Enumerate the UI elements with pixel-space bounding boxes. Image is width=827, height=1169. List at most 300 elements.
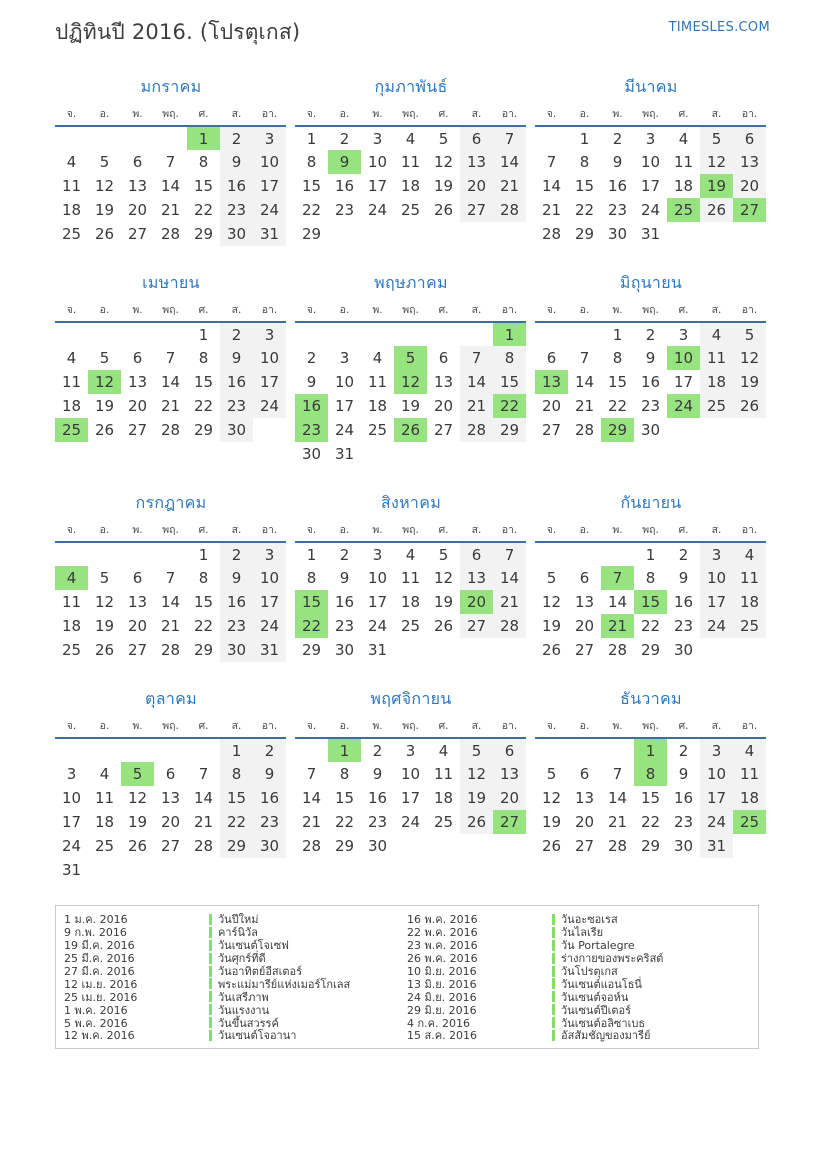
day-cell: 21 (574, 397, 595, 415)
day-cell: 19 (460, 786, 493, 810)
day-cell-empty (55, 322, 88, 346)
weekday-header: ศ. (438, 304, 449, 316)
day-cell: 29 (640, 641, 661, 659)
day-cell-empty (568, 322, 601, 346)
day-cell: 6 (132, 569, 143, 587)
day-cell: 24 (253, 198, 286, 222)
legend-name: วันเซนต์โจเซฟ (209, 936, 289, 954)
day-cell: 3 (405, 741, 416, 760)
day-cell: 24 (253, 394, 286, 418)
legend-date: 23 พ.ค. 2016 (407, 939, 478, 953)
month-table (55, 521, 286, 662)
day-cell: 18 (61, 617, 82, 635)
day-cell: 24 (334, 421, 355, 439)
day-cell: 31 (367, 641, 388, 659)
weekday-header: พ. (132, 524, 143, 536)
day-cell: 7 (493, 542, 526, 566)
day-cell: 26 (127, 837, 148, 855)
legend-date: 5 พ.ค. 2016 (64, 1016, 128, 1030)
day-cell-empty (361, 222, 394, 246)
day-cell: 13 (160, 789, 181, 807)
day-cell: 24 (367, 617, 388, 635)
day-cell: 7 (165, 153, 176, 171)
legend-date: 12 พ.ค. 2016 (64, 1029, 135, 1043)
day-cell: 15 (193, 593, 214, 611)
day-cell: 11 (61, 593, 82, 611)
weekday-header: อ. (99, 304, 110, 316)
day-cell: 1 (306, 545, 317, 564)
month-title: มิถุนายน (619, 273, 683, 292)
day-cell: 13 (493, 762, 526, 786)
day-cell: 15 (634, 590, 667, 614)
day-cell: 29 (193, 421, 214, 439)
day-cell: 13 (127, 593, 148, 611)
day-cell: 29 (301, 225, 322, 243)
weekday-header: ส. (231, 108, 242, 120)
day-cell: 23 (334, 201, 355, 219)
day-cell: 30 (673, 641, 694, 659)
day-cell-empty (493, 442, 526, 466)
day-cell: 25 (733, 810, 766, 834)
legend-name: วันเซนต์โจอานา (209, 1026, 296, 1044)
day-cell: 3 (66, 765, 77, 783)
day-cell: 22 (193, 201, 214, 219)
legend-name: คาร์นิวัล (209, 923, 258, 941)
day-cell: 11 (733, 762, 766, 786)
day-cell: 2 (253, 738, 286, 762)
day-cell: 20 (460, 174, 493, 198)
day-cell: 14 (160, 177, 181, 195)
day-cell: 15 (607, 373, 628, 391)
day-cell: 9 (328, 150, 361, 174)
legend-name: พระแม่มารีย์แห่งเมอร์โกเลส (209, 975, 350, 993)
day-cell: 15 (193, 373, 214, 391)
day-cell: 20 (460, 590, 493, 614)
day-cell-empty (361, 322, 394, 346)
month-block (55, 271, 287, 442)
day-cell: 8 (634, 762, 667, 786)
weekday-header: พฤ. (642, 304, 659, 316)
day-cell-empty (88, 542, 121, 566)
day-cell-empty (187, 738, 220, 762)
day-cell: 17 (400, 789, 421, 807)
day-cell-empty (121, 858, 154, 882)
day-cell: 2 (372, 741, 383, 760)
weekday-header: ส. (471, 524, 482, 536)
day-cell: 7 (198, 765, 209, 783)
day-cell: 16 (334, 593, 355, 611)
month-block (55, 687, 287, 882)
day-cell: 15 (640, 789, 661, 807)
day-cell: 14 (460, 370, 493, 394)
weekday-header: พ. (612, 108, 623, 120)
day-cell: 23 (334, 617, 355, 635)
day-cell: 12 (433, 569, 454, 587)
day-cell: 4 (55, 566, 88, 590)
legend-name: วันเสรีภาพ (209, 988, 269, 1006)
weekday-header: พ. (132, 108, 143, 120)
day-cell: 24 (667, 394, 700, 418)
day-cell: 8 (612, 349, 623, 367)
day-cell: 28 (493, 614, 526, 638)
legend-name: วันเซนต์แอนโธนี่ (552, 975, 642, 993)
day-cell-empty (601, 542, 634, 566)
day-cell: 10 (253, 566, 286, 590)
day-cell-empty (427, 222, 460, 246)
day-cell: 29 (574, 225, 595, 243)
holiday-marker (552, 1030, 555, 1041)
day-cell: 23 (673, 617, 694, 635)
day-cell: 21 (160, 617, 181, 635)
day-cell-empty (460, 638, 493, 662)
day-cell: 26 (733, 394, 766, 418)
day-cell-empty (394, 442, 427, 466)
day-cell: 3 (700, 542, 733, 566)
day-cell: 4 (733, 738, 766, 762)
day-cell: 12 (94, 593, 115, 611)
legend-name: วันอาทิตย์อีสเตอร์ (209, 962, 302, 980)
day-cell: 28 (193, 837, 214, 855)
legend-row (407, 1029, 750, 1042)
day-cell: 26 (94, 641, 115, 659)
day-cell: 27 (574, 641, 595, 659)
day-cell: 13 (574, 789, 595, 807)
day-cell: 10 (334, 373, 355, 391)
day-cell: 20 (127, 397, 148, 415)
day-cell: 27 (460, 198, 493, 222)
day-cell: 18 (367, 397, 388, 415)
day-cell: 16 (640, 373, 661, 391)
day-cell: 28 (460, 418, 493, 442)
legend-name: วันอะซอเรส (552, 910, 618, 928)
day-cell: 28 (160, 641, 181, 659)
day-cell: 11 (61, 177, 82, 195)
weekday-header: พ. (612, 524, 623, 536)
day-cell: 19 (541, 813, 562, 831)
weekday-header: จ. (306, 524, 317, 536)
weekday-header: จ. (546, 524, 557, 536)
day-cell: 7 (493, 126, 526, 150)
day-cell: 14 (301, 789, 322, 807)
holiday-legend (55, 905, 759, 1049)
day-cell: 30 (301, 445, 322, 463)
day-cell: 11 (61, 373, 82, 391)
day-cell: 29 (301, 641, 322, 659)
weekday-header: ศ. (438, 108, 449, 120)
day-cell: 4 (405, 129, 416, 148)
day-cell: 14 (607, 593, 628, 611)
weekday-header: อา. (261, 108, 278, 120)
day-cell-empty (700, 418, 733, 442)
day-cell: 18 (400, 593, 421, 611)
day-cell: 2 (220, 322, 253, 346)
month-table (295, 301, 526, 466)
weekday-header: ส. (711, 304, 722, 316)
day-cell: 25 (400, 201, 421, 219)
day-cell-empty (88, 126, 121, 150)
day-cell-empty (460, 834, 493, 858)
day-cell: 25 (55, 418, 88, 442)
day-cell: 1 (306, 129, 317, 148)
day-cell-empty (295, 738, 328, 762)
day-cell: 28 (574, 421, 595, 439)
day-cell-empty (88, 322, 121, 346)
day-cell-empty (121, 126, 154, 150)
legend-name: วันปีใหม่ (209, 910, 259, 928)
day-cell: 20 (574, 813, 595, 831)
day-cell: 14 (607, 789, 628, 807)
day-cell: 4 (66, 349, 77, 367)
day-cell-empty (667, 418, 700, 442)
legend-date: 29 มิ.ย. 2016 (407, 1003, 477, 1017)
day-cell: 10 (367, 569, 388, 587)
day-cell-empty (328, 322, 361, 346)
day-cell-empty (253, 418, 286, 442)
month-block (535, 75, 767, 246)
day-cell: 8 (339, 765, 350, 783)
day-cell: 28 (160, 225, 181, 243)
legend-date: 13 มิ.ย. 2016 (407, 977, 477, 991)
weekday-header: ส. (711, 524, 722, 536)
day-cell: 28 (493, 198, 526, 222)
month-block (55, 491, 287, 662)
day-cell: 15 (295, 590, 328, 614)
day-cell: 22 (193, 617, 214, 635)
weekday-header: ศ. (198, 524, 209, 536)
day-cell: 25 (61, 225, 82, 243)
weekday-header: อ. (579, 720, 590, 732)
day-cell: 23 (367, 813, 388, 831)
page-title: ปฏิทินปี 2016. (โปรตุเกส) (55, 20, 301, 44)
day-cell-empty (121, 542, 154, 566)
day-cell: 9 (220, 566, 253, 590)
day-cell: 7 (579, 349, 590, 367)
day-cell: 26 (94, 421, 115, 439)
day-cell: 13 (127, 177, 148, 195)
day-cell: 27 (127, 225, 148, 243)
day-cell: 7 (460, 346, 493, 370)
day-cell: 11 (733, 566, 766, 590)
legend-date: 1 ม.ค. 2016 (64, 913, 128, 927)
day-cell: 3 (253, 542, 286, 566)
day-cell: 21 (460, 394, 493, 418)
weekday-header: ศ. (198, 720, 209, 732)
day-cell: 1 (198, 325, 209, 344)
day-cell: 9 (220, 346, 253, 370)
weekday-header: อา. (501, 524, 518, 536)
day-cell: 5 (99, 153, 110, 171)
weekday-header: อ. (579, 524, 590, 536)
legend-date: 26 พ.ค. 2016 (407, 952, 478, 966)
day-cell: 29 (334, 837, 355, 855)
day-cell: 2 (306, 349, 317, 367)
legend-date: 9 ก.พ. 2016 (64, 926, 127, 940)
day-cell: 22 (640, 617, 661, 635)
legend-date: 25 มี.ค. 2016 (64, 952, 135, 966)
day-cell: 6 (132, 153, 143, 171)
day-cell: 26 (433, 617, 454, 635)
day-cell: 25 (61, 641, 82, 659)
day-cell: 4 (700, 322, 733, 346)
day-cell: 13 (460, 150, 493, 174)
month-table (535, 521, 766, 662)
day-cell: 16 (220, 370, 253, 394)
day-cell: 10 (667, 346, 700, 370)
day-cell: 20 (127, 617, 148, 635)
day-cell: 1 (187, 126, 220, 150)
day-cell: 26 (541, 837, 562, 855)
day-cell: 18 (733, 786, 766, 810)
day-cell: 24 (700, 614, 733, 638)
day-cell: 18 (433, 789, 454, 807)
day-cell: 19 (433, 177, 454, 195)
weekday-header: จ. (306, 108, 317, 120)
day-cell-empty (535, 542, 568, 566)
day-cell: 23 (607, 201, 628, 219)
day-cell: 5 (99, 349, 110, 367)
weekday-header: อ. (339, 524, 350, 536)
day-cell: 27 (493, 810, 526, 834)
day-cell: 12 (460, 762, 493, 786)
day-cell: 24 (367, 201, 388, 219)
day-cell: 4 (405, 545, 416, 564)
month-title: เมษายน (142, 273, 200, 292)
day-cell: 17 (334, 397, 355, 415)
legend-name: วันศุกร์ที่ดี (209, 949, 266, 967)
month-table (295, 105, 526, 246)
day-cell: 9 (339, 569, 350, 587)
day-cell: 16 (334, 177, 355, 195)
day-cell: 10 (640, 153, 661, 171)
day-cell: 19 (433, 593, 454, 611)
day-cell-empty (427, 442, 460, 466)
weekday-header: ศ. (678, 304, 689, 316)
legend-date: 27 มี.ค. 2016 (64, 965, 135, 979)
weekday-header: อา. (261, 304, 278, 316)
weekday-header: พฤ. (162, 720, 179, 732)
day-cell: 6 (132, 349, 143, 367)
weekday-header: จ. (66, 304, 77, 316)
day-cell: 9 (253, 762, 286, 786)
weekday-header: อา. (741, 108, 758, 120)
month-block (295, 491, 527, 662)
day-cell: 18 (400, 177, 421, 195)
day-cell: 19 (127, 813, 148, 831)
day-cell: 20 (574, 617, 595, 635)
weekday-header: จ. (546, 720, 557, 732)
month-title: พฤษภาคม (374, 273, 448, 292)
day-cell: 1 (493, 322, 526, 346)
day-cell-empty (733, 222, 766, 246)
month-block (535, 687, 767, 858)
day-cell: 8 (306, 153, 317, 171)
day-cell: 12 (700, 150, 733, 174)
day-cell: 28 (607, 837, 628, 855)
day-cell: 26 (433, 201, 454, 219)
site-link[interactable]: TIMESLES.COM (668, 20, 770, 35)
day-cell: 21 (193, 813, 214, 831)
day-cell-empty (154, 126, 187, 150)
day-cell: 19 (400, 397, 421, 415)
day-cell: 4 (66, 153, 77, 171)
day-cell: 4 (99, 765, 110, 783)
day-cell: 2 (678, 741, 689, 760)
day-cell: 6 (165, 765, 176, 783)
day-cell: 10 (400, 765, 421, 783)
day-cell: 27 (127, 421, 148, 439)
day-cell: 28 (160, 421, 181, 439)
day-cell: 31 (253, 222, 286, 246)
weekday-header: ศ. (678, 720, 689, 732)
day-cell: 3 (678, 325, 689, 344)
weekday-header: อา. (261, 524, 278, 536)
day-cell: 30 (367, 837, 388, 855)
weekday-header: พ. (132, 720, 143, 732)
day-cell: 24 (400, 813, 421, 831)
day-cell: 2 (645, 325, 656, 344)
day-cell: 20 (433, 397, 454, 415)
day-cell: 29 (220, 834, 253, 858)
month-block (295, 271, 527, 466)
day-cell: 17 (700, 786, 733, 810)
day-cell: 10 (253, 346, 286, 370)
day-cell: 20 (160, 813, 181, 831)
month-block (535, 271, 767, 442)
day-cell-empty (187, 858, 220, 882)
day-cell: 26 (460, 810, 493, 834)
day-cell: 5 (546, 569, 557, 587)
day-cell: 12 (733, 346, 766, 370)
weekday-header: จ. (66, 108, 77, 120)
day-cell: 5 (733, 322, 766, 346)
day-cell: 16 (253, 786, 286, 810)
weekday-header: พ. (612, 720, 623, 732)
calendar-grid (55, 75, 770, 882)
weekday-header: จ. (66, 524, 77, 536)
day-cell-empty (295, 322, 328, 346)
day-cell-empty (427, 834, 460, 858)
day-cell: 16 (673, 789, 694, 807)
day-cell: 11 (94, 789, 115, 807)
weekday-header: ส. (231, 524, 242, 536)
day-cell: 7 (601, 566, 634, 590)
month-table (295, 521, 526, 662)
day-cell: 1 (645, 545, 656, 564)
day-cell: 25 (733, 614, 766, 638)
day-cell: 9 (678, 569, 689, 587)
weekday-header: อ. (339, 304, 350, 316)
day-cell: 17 (367, 593, 388, 611)
day-cell: 13 (535, 370, 568, 394)
day-cell: 22 (193, 397, 214, 415)
weekday-header: พฤ. (642, 108, 659, 120)
day-cell: 15 (301, 177, 322, 195)
day-cell: 2 (678, 545, 689, 564)
day-cell: 3 (645, 129, 656, 148)
day-cell: 23 (220, 198, 253, 222)
day-cell: 15 (193, 177, 214, 195)
day-cell: 30 (607, 225, 628, 243)
day-cell: 28 (301, 837, 322, 855)
day-cell: 6 (460, 542, 493, 566)
day-cell: 11 (673, 153, 694, 171)
weekday-header: ศ. (438, 524, 449, 536)
weekday-header: อ. (339, 108, 350, 120)
day-cell: 22 (334, 813, 355, 831)
day-cell: 1 (612, 325, 623, 344)
day-cell: 14 (193, 789, 214, 807)
day-cell: 1 (220, 738, 253, 762)
